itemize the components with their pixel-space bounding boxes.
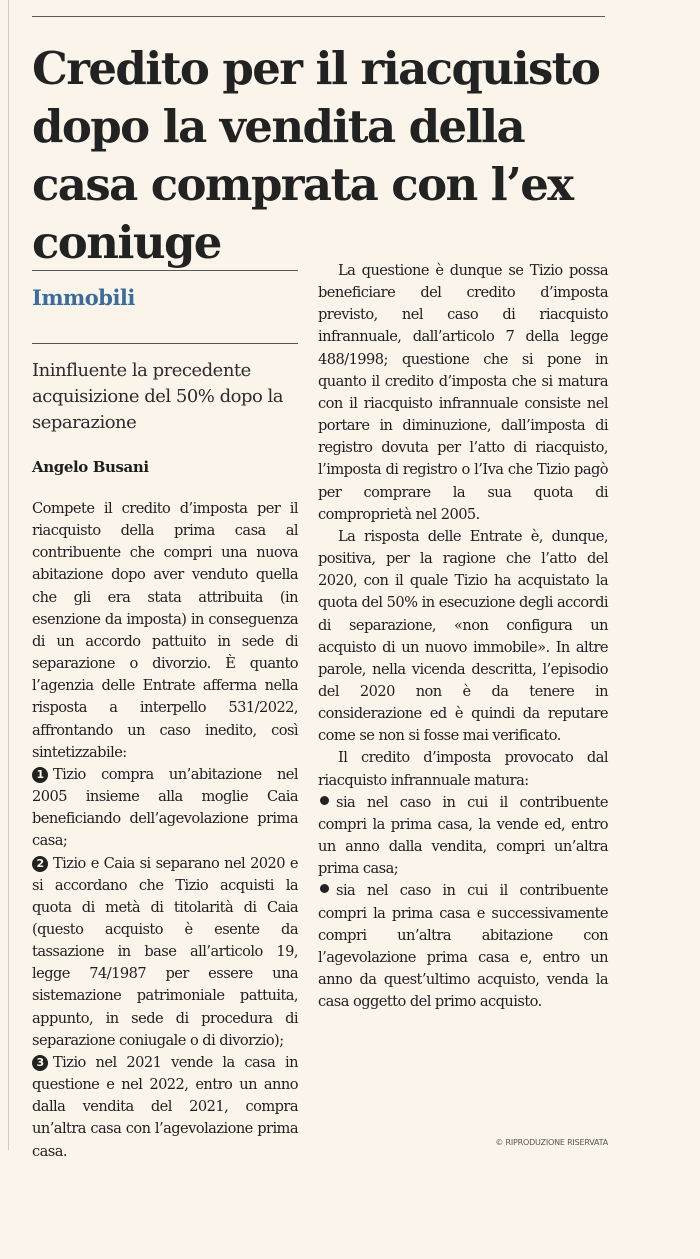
subtitle-rule bbox=[32, 343, 298, 344]
author: Angelo Busani bbox=[32, 458, 149, 476]
subtitle: Ininfluente la precedente acquisizione del 50% dopo la separazione bbox=[32, 360, 284, 433]
bullet-item bbox=[318, 792, 608, 881]
case-item-text: Tizio nel 2021 vende la casa in questione e nel 2022, entro un anno dalla vendita del 2021, compra un’altra casa con l’agevolazione prima casa. bbox=[32, 1053, 298, 1160]
copyright-notice: © RIPRODUZIONE RISERVATA bbox=[495, 1138, 608, 1147]
bullet-text: sia nel caso in cui il contribuente compri la prima casa e successivamente compri un’altra abitazione con l’agevolazione prima casa e, entro un anno da quest’ultimo acquisto, venda la casa oggetto del primo acquisto. bbox=[318, 882, 608, 1011]
case-item bbox=[32, 1052, 298, 1163]
case-item bbox=[32, 853, 298, 1052]
section-rule bbox=[32, 270, 298, 271]
bullet-icon bbox=[320, 884, 329, 893]
intro-paragraph: Compete il credito d’imposta per il riacquisto della prima casa al contribuente che compri una nuova abitazione dopo aver venduto quella che gli era stata attribuita (in esenzione da imposta) in conseguenza di un accordo pattuito in sede di separazione o divorzio. È quanto l’agenzia delle Entrate afferma nella risposta a interpello 531/2022, affrontando un caso inedito, così sintetizzabile: bbox=[32, 500, 298, 761]
body-paragraph: La risposta delle Entrate è, dunque, positiva, per la ragione che l’atto del 2020, con il quale Tizio ha acquistato la quota del 50% in esecuzione degli accordi di separazione, «non configura un acquisto di un nuovo immobile». In altre parole, nella vicenda descritta, l’episodio del 2020 non è da tenere in considerazione ed è quindi da reputare come se non si fosse mai verificato. bbox=[318, 527, 608, 745]
bullet-icon bbox=[320, 796, 329, 805]
headline: Credito per il riacquisto dopo la vendita della casa comprata con l’ex coniuge bbox=[32, 42, 600, 269]
case-item-text: Tizio e Caia si separano nel 2020 e si accordano che Tizio acquisti la quota di metà di titolarità di Caia (questo acquisto è esente da tassazione in base all’articolo 19, legge 74/1987 per essere una sistemazione patrimoniale pattuita, appunto, in sede di procedura di separazione coniugale o di divorzio); bbox=[32, 854, 298, 1049]
right-column bbox=[318, 260, 608, 1013]
case-item bbox=[32, 764, 298, 853]
number-3-icon: 3 bbox=[32, 1055, 48, 1071]
number-2-icon: 2 bbox=[32, 856, 48, 872]
page-margin-rule bbox=[8, 0, 9, 1150]
article-body-left bbox=[32, 498, 298, 1163]
case-item-text: Tizio compra un’abitazione nel 2005 insieme alla moglie Caia beneficiando dell’agevolazione prima casa; bbox=[32, 765, 298, 850]
section-label: Immobili bbox=[32, 285, 135, 310]
top-rule bbox=[32, 16, 605, 17]
bullet-text: sia nel caso in cui il contribuente compri la prima casa, la vende ed, entro un anno dalla vendita, compri un’altra prima casa; bbox=[318, 793, 608, 878]
bullet-item bbox=[318, 880, 608, 1013]
body-paragraph: La questione è dunque se Tizio possa beneficiare del credito d’imposta previsto, nel caso di riacquisto infrannuale, dall’articolo 7 della legge 488/1998; questione che si pone in quanto il credito d’imposta che si matura con il riacquisto infrannuale consiste nel portare in diminuzione, dall’imposta di registro dovuta per l’atto di riacquisto, l’imposta di registro o l’Iva che Tizio pagò per comprare la sua quota di comproprietà nel 2005. bbox=[318, 262, 608, 523]
body-paragraph: Il credito d’imposta provocato dal riacquisto infrannuale matura: bbox=[318, 749, 608, 789]
number-1-icon: 1 bbox=[32, 767, 48, 783]
left-column bbox=[32, 270, 298, 1163]
